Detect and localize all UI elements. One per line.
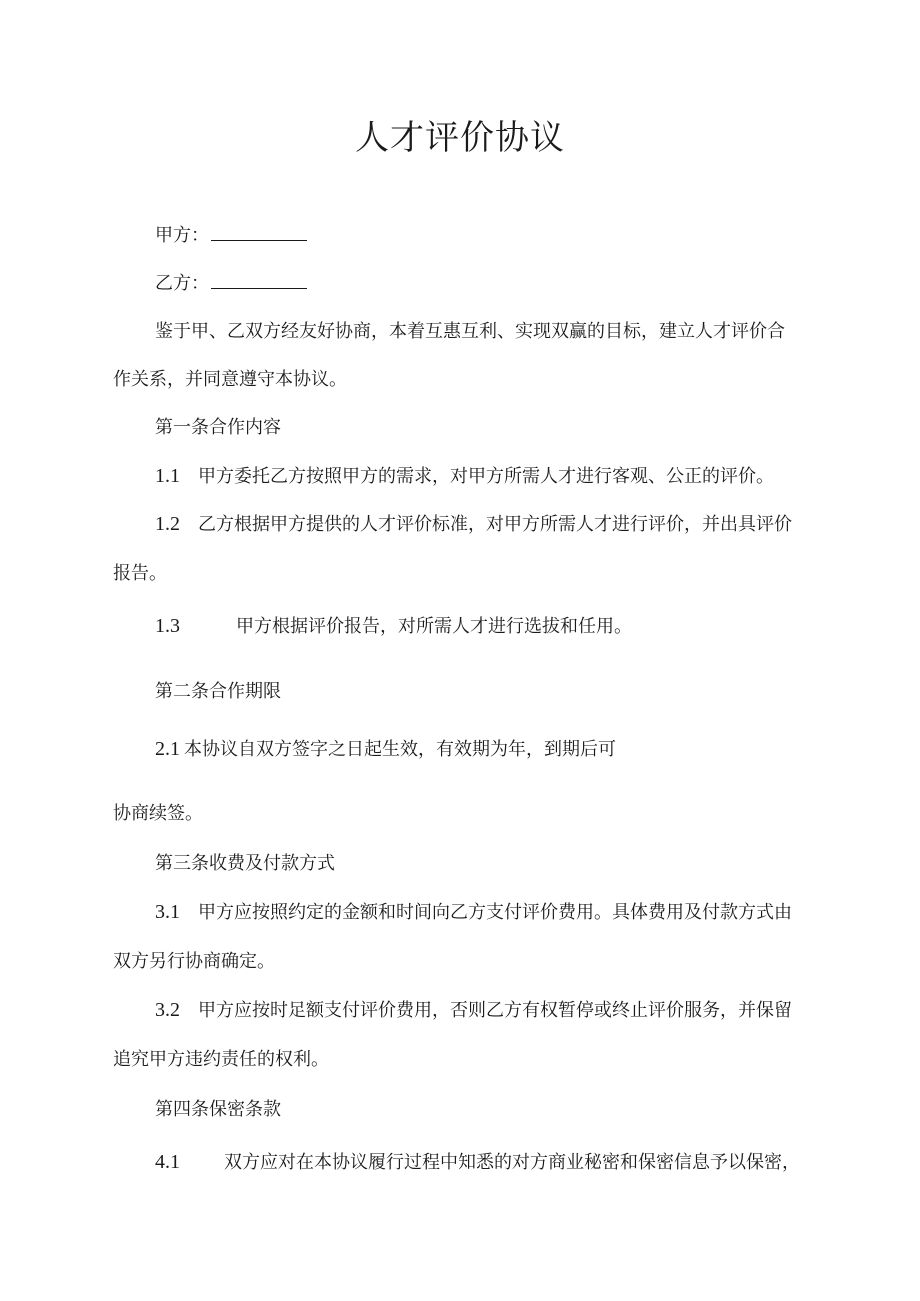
clause-text: 甲方根据评价报告，对所需人才进行选拔和任用。 [236,616,632,637]
clause-3-2 [155,996,792,1025]
party-a-line [155,222,307,250]
clause-4-1 [155,1148,800,1177]
clause-3-1 [155,898,792,927]
clause-number: 2.1 [155,738,180,760]
clause-number: 3.1 [155,901,180,923]
clause-text: 乙方根据甲方提供的人才评价标准，对甲方所需人才进行评价，并出具评价 [198,514,792,535]
clause-text: 甲方委托乙方按照甲方的需求，对甲方所需人才进行客观、公正的评价。 [198,466,774,487]
clause-1-1 [155,462,774,491]
clause-text: 本协议自双方签字之日起生效，有效期为年，到期后可 [184,739,616,760]
clause-3-2-continuation: 追究甲方违约责任的权利。 [113,1049,329,1070]
party-b-blank [211,270,307,289]
clause-2-1 [155,735,616,764]
clause-number: 1.3 [155,615,180,637]
article-1-heading: 第一条合作内容 [155,417,281,438]
clause-text: 双方应对在本协议履行过程中知悉的对方商业秘密和保密信息予以保密， [224,1152,800,1173]
clause-number: 4.1 [155,1151,180,1173]
clause-3-1-continuation: 双方另行协商确定。 [113,951,275,972]
clause-text: 甲方应按照约定的金额和时间向乙方支付评价费用。具体费用及付款方式由 [198,902,792,923]
clause-2-1-continuation: 协商续签。 [113,803,203,824]
clause-1-2-continuation: 报告。 [113,563,167,584]
article-4-heading: 第四条保密条款 [155,1099,281,1120]
clause-1-3 [155,612,632,641]
party-b-line [155,270,307,298]
clause-number: 1.2 [155,513,180,535]
party-b-label: 乙方： [155,273,209,294]
document-title: 人才评价协议 [355,118,565,158]
clause-1-2 [155,510,792,539]
article-2-heading: 第二条合作期限 [155,681,281,702]
clause-text: 甲方应按时足额支付评价费用，否则乙方有权暂停或终止评价服务，并保留 [198,1000,792,1021]
party-a-blank [211,222,307,241]
preamble-line-1: 鉴于甲、乙双方经友好协商，本着互惠互利、实现双赢的目标，建立人才评价合 [155,321,785,342]
preamble-line-2: 作关系，并同意遵守本协议。 [113,369,347,390]
article-3-heading: 第三条收费及付款方式 [155,853,335,874]
clause-number: 1.1 [155,465,180,487]
clause-number: 3.2 [155,999,180,1021]
party-a-label: 甲方： [155,225,209,246]
